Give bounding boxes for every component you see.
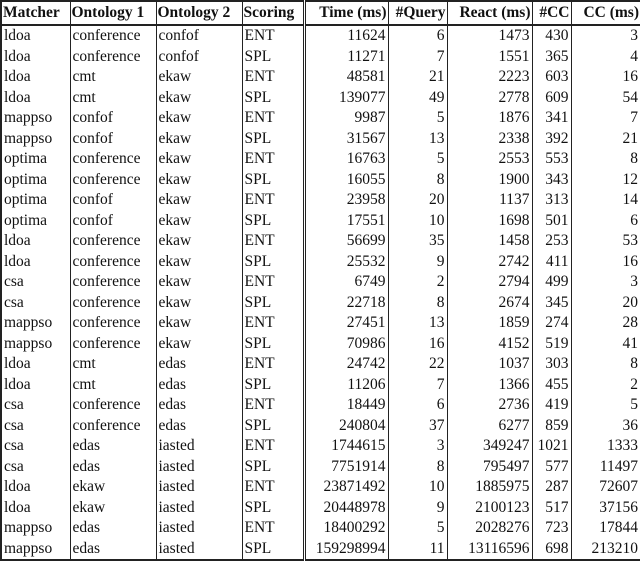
cell-scoring: ENT <box>242 25 304 47</box>
cell-cc-ms: 14 <box>571 190 640 211</box>
cell-ontology-1: conference <box>70 231 156 252</box>
cell-ontology-1: cmt <box>70 67 156 88</box>
cell-matcher: optima <box>1 170 70 191</box>
cell-ontology-2: iasted <box>156 498 242 519</box>
cell-time-ms: 6749 <box>304 272 388 293</box>
cell-cc-count: 287 <box>532 477 571 498</box>
cell-cc-count: 499 <box>532 272 571 293</box>
cell-query-count: 8 <box>388 170 447 191</box>
cell-ontology-1: conference <box>70 25 156 47</box>
cell-query-count: 7 <box>388 375 447 396</box>
cell-scoring: SPL <box>242 416 304 437</box>
cell-react-ms: 2778 <box>447 88 532 109</box>
cell-time-ms: 16763 <box>304 149 388 170</box>
cell-matcher: optima <box>1 211 70 232</box>
cell-ontology-2: confof <box>156 47 242 68</box>
cell-ontology-1: conference <box>70 313 156 334</box>
cell-react-ms: 349247 <box>447 436 532 457</box>
cell-ontology-1: conference <box>70 334 156 355</box>
cell-query-count: 7 <box>388 47 447 68</box>
header-react-ms: React (ms) <box>447 1 532 25</box>
table-row <box>1 416 640 437</box>
cell-query-count: 10 <box>388 477 447 498</box>
header-matcher: Matcher <box>1 1 70 25</box>
cell-ontology-1: edas <box>70 539 156 561</box>
cell-react-ms: 1698 <box>447 211 532 232</box>
cell-cc-count: 365 <box>532 47 571 68</box>
cell-ontology-2: edas <box>156 395 242 416</box>
cell-query-count: 13 <box>388 129 447 150</box>
cell-cc-count: 313 <box>532 190 571 211</box>
cell-matcher: mappso <box>1 129 70 150</box>
cell-cc-count: 501 <box>532 211 571 232</box>
cell-ontology-1: conference <box>70 170 156 191</box>
cell-ontology-1: conference <box>70 149 156 170</box>
cell-ontology-2: ekaw <box>156 190 242 211</box>
cell-react-ms: 1900 <box>447 170 532 191</box>
header-cc-count: #CC <box>532 1 571 25</box>
cell-scoring: ENT <box>242 231 304 252</box>
cell-query-count: 2 <box>388 272 447 293</box>
table-row <box>1 457 640 478</box>
cell-ontology-1: cmt <box>70 354 156 375</box>
cell-scoring: SPL <box>242 375 304 396</box>
cell-scoring: ENT <box>242 518 304 539</box>
cell-ontology-1: confof <box>70 190 156 211</box>
cell-cc-ms: 7 <box>571 108 640 129</box>
cell-time-ms: 7751914 <box>304 457 388 478</box>
cell-query-count: 6 <box>388 25 447 47</box>
cell-ontology-2: confof <box>156 25 242 47</box>
cell-react-ms: 1551 <box>447 47 532 68</box>
cell-ontology-1: edas <box>70 457 156 478</box>
cell-cc-ms: 41 <box>571 334 640 355</box>
cell-cc-count: 859 <box>532 416 571 437</box>
cell-react-ms: 2553 <box>447 149 532 170</box>
cell-react-ms: 1137 <box>447 190 532 211</box>
table-row <box>1 313 640 334</box>
cell-ontology-2: ekaw <box>156 293 242 314</box>
cell-scoring: SPL <box>242 252 304 273</box>
cell-cc-ms: 3 <box>571 25 640 47</box>
cell-ontology-2: ekaw <box>156 129 242 150</box>
cell-cc-ms: 213210 <box>571 539 640 561</box>
cell-cc-count: 253 <box>532 231 571 252</box>
cell-query-count: 49 <box>388 88 447 109</box>
cell-time-ms: 11624 <box>304 25 388 47</box>
cell-matcher: csa <box>1 293 70 314</box>
cell-ontology-1: ekaw <box>70 477 156 498</box>
cell-matcher: mappso <box>1 108 70 129</box>
cell-query-count: 9 <box>388 252 447 273</box>
cell-time-ms: 240804 <box>304 416 388 437</box>
cell-cc-ms: 28 <box>571 313 640 334</box>
cell-time-ms: 27451 <box>304 313 388 334</box>
cell-query-count: 11 <box>388 539 447 561</box>
cell-cc-ms: 20 <box>571 293 640 314</box>
cell-matcher: csa <box>1 457 70 478</box>
cell-cc-count: 698 <box>532 539 571 561</box>
cell-cc-ms: 17844 <box>571 518 640 539</box>
cell-cc-ms: 1333 <box>571 436 640 457</box>
cell-scoring: ENT <box>242 313 304 334</box>
cell-ontology-2: ekaw <box>156 231 242 252</box>
cell-query-count: 9 <box>388 498 447 519</box>
cell-ontology-1: conference <box>70 395 156 416</box>
cell-query-count: 16 <box>388 334 447 355</box>
header-ontology-2: Ontology 2 <box>156 1 242 25</box>
cell-ontology-1: confof <box>70 129 156 150</box>
cell-ontology-2: edas <box>156 375 242 396</box>
cell-scoring: SPL <box>242 293 304 314</box>
cell-time-ms: 22718 <box>304 293 388 314</box>
cell-cc-count: 519 <box>532 334 571 355</box>
table-row <box>1 129 640 150</box>
cell-matcher: ldoa <box>1 477 70 498</box>
cell-react-ms: 1458 <box>447 231 532 252</box>
cell-cc-ms: 12 <box>571 170 640 191</box>
cell-query-count: 22 <box>388 354 447 375</box>
cell-cc-ms: 4 <box>571 47 640 68</box>
cell-cc-count: 553 <box>532 149 571 170</box>
header-ontology-1: Ontology 1 <box>70 1 156 25</box>
cell-time-ms: 23958 <box>304 190 388 211</box>
cell-react-ms: 6277 <box>447 416 532 437</box>
cell-scoring: SPL <box>242 47 304 68</box>
cell-react-ms: 1037 <box>447 354 532 375</box>
cell-query-count: 20 <box>388 190 447 211</box>
cell-scoring: SPL <box>242 211 304 232</box>
cell-matcher: ldoa <box>1 25 70 47</box>
cell-scoring: ENT <box>242 190 304 211</box>
cell-react-ms: 4152 <box>447 334 532 355</box>
cell-cc-count: 1021 <box>532 436 571 457</box>
cell-matcher: optima <box>1 149 70 170</box>
cell-time-ms: 11271 <box>304 47 388 68</box>
cell-time-ms: 56699 <box>304 231 388 252</box>
cell-cc-count: 577 <box>532 457 571 478</box>
cell-cc-ms: 16 <box>571 67 640 88</box>
cell-react-ms: 2338 <box>447 129 532 150</box>
cell-react-ms: 795497 <box>447 457 532 478</box>
cell-react-ms: 2674 <box>447 293 532 314</box>
cell-matcher: ldoa <box>1 375 70 396</box>
table-row <box>1 231 640 252</box>
header-row <box>1 1 640 25</box>
cell-react-ms: 1366 <box>447 375 532 396</box>
cell-time-ms: 1744615 <box>304 436 388 457</box>
cell-ontology-1: cmt <box>70 88 156 109</box>
cell-ontology-2: ekaw <box>156 149 242 170</box>
table-row <box>1 498 640 519</box>
cell-ontology-2: ekaw <box>156 313 242 334</box>
cell-ontology-2: iasted <box>156 457 242 478</box>
cell-ontology-2: ekaw <box>156 108 242 129</box>
cell-react-ms: 1885975 <box>447 477 532 498</box>
cell-cc-ms: 53 <box>571 231 640 252</box>
cell-scoring: SPL <box>242 88 304 109</box>
cell-cc-ms: 6 <box>571 211 640 232</box>
cell-ontology-1: confof <box>70 108 156 129</box>
cell-scoring: SPL <box>242 539 304 561</box>
cell-ontology-2: ekaw <box>156 272 242 293</box>
cell-query-count: 35 <box>388 231 447 252</box>
cell-cc-count: 274 <box>532 313 571 334</box>
cell-ontology-1: conference <box>70 272 156 293</box>
cell-cc-ms: 2 <box>571 375 640 396</box>
cell-cc-count: 419 <box>532 395 571 416</box>
cell-ontology-2: iasted <box>156 477 242 498</box>
cell-cc-count: 517 <box>532 498 571 519</box>
cell-cc-ms: 3 <box>571 272 640 293</box>
cell-cc-count: 603 <box>532 67 571 88</box>
cell-cc-ms: 8 <box>571 354 640 375</box>
cell-time-ms: 9987 <box>304 108 388 129</box>
cell-ontology-2: iasted <box>156 436 242 457</box>
cell-scoring: SPL <box>242 170 304 191</box>
cell-cc-count: 392 <box>532 129 571 150</box>
cell-time-ms: 159298994 <box>304 539 388 561</box>
cell-matcher: mappso <box>1 313 70 334</box>
cell-react-ms: 2028276 <box>447 518 532 539</box>
table-row <box>1 108 640 129</box>
cell-time-ms: 23871492 <box>304 477 388 498</box>
cell-ontology-2: edas <box>156 354 242 375</box>
table-row <box>1 211 640 232</box>
cell-cc-count: 609 <box>532 88 571 109</box>
cell-ontology-2: iasted <box>156 539 242 561</box>
cell-scoring: SPL <box>242 498 304 519</box>
cell-cc-count: 343 <box>532 170 571 191</box>
cell-time-ms: 31567 <box>304 129 388 150</box>
cell-matcher: csa <box>1 436 70 457</box>
cell-ontology-2: iasted <box>156 518 242 539</box>
cell-ontology-1: conference <box>70 47 156 68</box>
cell-react-ms: 2100123 <box>447 498 532 519</box>
cell-query-count: 6 <box>388 395 447 416</box>
cell-query-count: 5 <box>388 108 447 129</box>
cell-react-ms: 2736 <box>447 395 532 416</box>
header-time-ms: Time (ms) <box>304 1 388 25</box>
cell-ontology-2: edas <box>156 416 242 437</box>
table-row <box>1 395 640 416</box>
cell-time-ms: 20448978 <box>304 498 388 519</box>
cell-cc-ms: 36 <box>571 416 640 437</box>
cell-scoring: ENT <box>242 354 304 375</box>
cell-query-count: 10 <box>388 211 447 232</box>
table-row <box>1 272 640 293</box>
cell-react-ms: 13116596 <box>447 539 532 561</box>
cell-cc-ms: 21 <box>571 129 640 150</box>
cell-cc-ms: 5 <box>571 395 640 416</box>
table-row <box>1 518 640 539</box>
cell-time-ms: 17551 <box>304 211 388 232</box>
cell-time-ms: 18449 <box>304 395 388 416</box>
table-row <box>1 88 640 109</box>
cell-matcher: optima <box>1 190 70 211</box>
table-row <box>1 252 640 273</box>
cell-cc-ms: 37156 <box>571 498 640 519</box>
cell-ontology-2: ekaw <box>156 170 242 191</box>
header-query-count: #Query <box>388 1 447 25</box>
cell-scoring: ENT <box>242 149 304 170</box>
cell-matcher: csa <box>1 395 70 416</box>
cell-scoring: ENT <box>242 477 304 498</box>
cell-ontology-1: edas <box>70 436 156 457</box>
cell-ontology-1: cmt <box>70 375 156 396</box>
cell-cc-count: 303 <box>532 354 571 375</box>
cell-time-ms: 25532 <box>304 252 388 273</box>
cell-scoring: ENT <box>242 395 304 416</box>
cell-ontology-1: conference <box>70 293 156 314</box>
cell-ontology-1: conference <box>70 252 156 273</box>
cell-query-count: 5 <box>388 149 447 170</box>
table-row <box>1 67 640 88</box>
cell-scoring: ENT <box>242 67 304 88</box>
cell-cc-count: 455 <box>532 375 571 396</box>
cell-cc-ms: 8 <box>571 149 640 170</box>
cell-query-count: 3 <box>388 436 447 457</box>
cell-scoring: ENT <box>242 436 304 457</box>
cell-cc-ms: 16 <box>571 252 640 273</box>
cell-scoring: SPL <box>242 129 304 150</box>
cell-matcher: mappso <box>1 518 70 539</box>
cell-ontology-1: ekaw <box>70 498 156 519</box>
cell-matcher: csa <box>1 272 70 293</box>
table-row <box>1 354 640 375</box>
cell-cc-ms: 54 <box>571 88 640 109</box>
cell-matcher: mappso <box>1 539 70 561</box>
cell-ontology-2: ekaw <box>156 67 242 88</box>
cell-time-ms: 18400292 <box>304 518 388 539</box>
cell-matcher: ldoa <box>1 88 70 109</box>
cell-ontology-2: ekaw <box>156 334 242 355</box>
cell-query-count: 37 <box>388 416 447 437</box>
table-row <box>1 375 640 396</box>
table-row <box>1 170 640 191</box>
cell-time-ms: 11206 <box>304 375 388 396</box>
table-row <box>1 149 640 170</box>
cell-matcher: mappso <box>1 334 70 355</box>
cell-scoring: SPL <box>242 457 304 478</box>
table-row <box>1 334 640 355</box>
cell-matcher: ldoa <box>1 498 70 519</box>
table-row <box>1 436 640 457</box>
cell-query-count: 13 <box>388 313 447 334</box>
cell-react-ms: 2742 <box>447 252 532 273</box>
cell-cc-count: 723 <box>532 518 571 539</box>
cell-cc-ms: 72607 <box>571 477 640 498</box>
table-row <box>1 539 640 561</box>
cell-matcher: ldoa <box>1 252 70 273</box>
cell-matcher: csa <box>1 416 70 437</box>
cell-query-count: 5 <box>388 518 447 539</box>
cell-ontology-2: ekaw <box>156 88 242 109</box>
table-row <box>1 47 640 68</box>
cell-ontology-1: confof <box>70 211 156 232</box>
cell-react-ms: 1859 <box>447 313 532 334</box>
cell-time-ms: 24742 <box>304 354 388 375</box>
header-scoring: Scoring <box>242 1 304 25</box>
cell-cc-count: 341 <box>532 108 571 129</box>
cell-time-ms: 48581 <box>304 67 388 88</box>
cell-matcher: ldoa <box>1 231 70 252</box>
cell-matcher: ldoa <box>1 67 70 88</box>
cell-time-ms: 16055 <box>304 170 388 191</box>
cell-scoring: ENT <box>242 108 304 129</box>
table-row <box>1 477 640 498</box>
cell-cc-count: 411 <box>532 252 571 273</box>
cell-ontology-1: conference <box>70 416 156 437</box>
cell-query-count: 8 <box>388 293 447 314</box>
cell-scoring: SPL <box>242 334 304 355</box>
table-row <box>1 190 640 211</box>
table-row <box>1 25 640 47</box>
cell-ontology-2: ekaw <box>156 252 242 273</box>
cell-time-ms: 70986 <box>304 334 388 355</box>
cell-ontology-1: edas <box>70 518 156 539</box>
cell-scoring: ENT <box>242 272 304 293</box>
cell-react-ms: 1876 <box>447 108 532 129</box>
cell-react-ms: 1473 <box>447 25 532 47</box>
cell-matcher: ldoa <box>1 354 70 375</box>
cell-cc-count: 430 <box>532 25 571 47</box>
cell-react-ms: 2794 <box>447 272 532 293</box>
cell-query-count: 21 <box>388 67 447 88</box>
cell-cc-ms: 11497 <box>571 457 640 478</box>
header-cc-ms: CC (ms) <box>571 1 640 25</box>
cell-ontology-2: ekaw <box>156 211 242 232</box>
cell-react-ms: 2223 <box>447 67 532 88</box>
table-row <box>1 293 640 314</box>
cell-cc-count: 345 <box>532 293 571 314</box>
cell-query-count: 8 <box>388 457 447 478</box>
cell-matcher: ldoa <box>1 47 70 68</box>
cell-time-ms: 139077 <box>304 88 388 109</box>
